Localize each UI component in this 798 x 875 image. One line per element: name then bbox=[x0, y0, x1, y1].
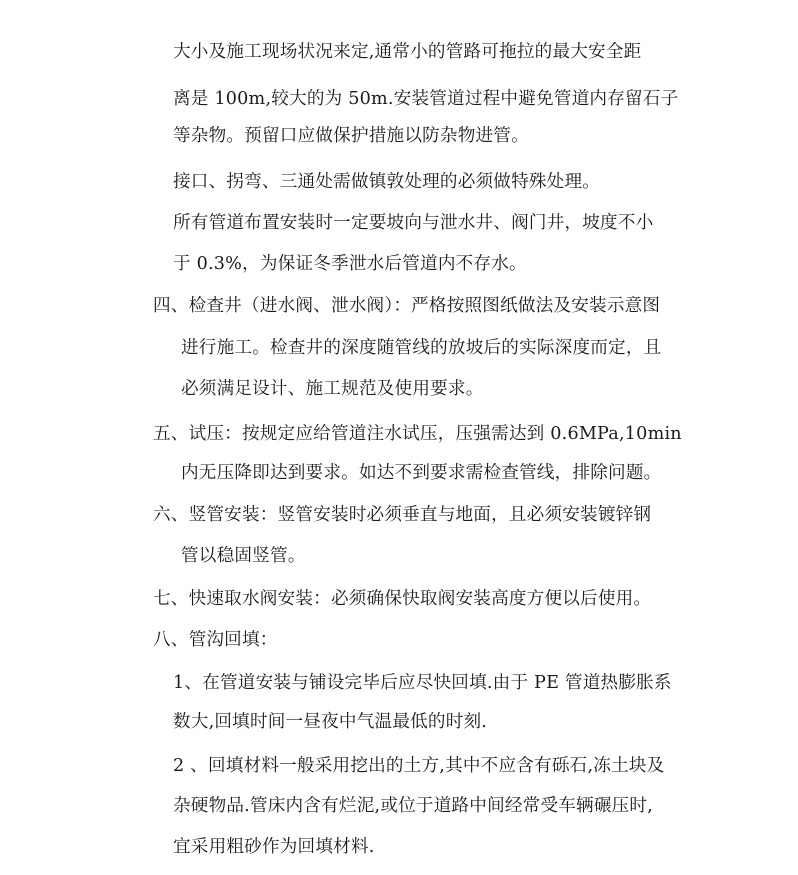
text-line: 1、在管道安装与铺设完毕后应尽快回填.由于 PE 管道热膨胀系 bbox=[173, 673, 672, 693]
text-line: 等杂物。预留口应做保护措施以防杂物进管。 bbox=[173, 126, 529, 146]
text-line: 于 0.3%，为保证冬季泄水后管道内不存水。 bbox=[173, 254, 527, 274]
text-line: 2 、回填材料一般采用挖出的土方,其中不应含有砾石,冻土块及 bbox=[173, 756, 665, 776]
text-line: 大小及施工现场状况来定,通常小的管路可拖拉的最大安全距 bbox=[173, 42, 642, 62]
text-line: 六、竖管安装：竖管安装时必须垂直与地面，且必须安装镀锌钢 bbox=[153, 505, 652, 525]
text-line: 数大,回填时间一昼夜中气温最低的时刻. bbox=[173, 712, 488, 732]
text-line: 接口、拐弯、三通处需做镇敦处理的必须做特殊处理。 bbox=[173, 172, 601, 192]
text-line: 内无压降即达到要求。如达不到要求需检查管线，排除问题。 bbox=[181, 463, 662, 483]
text-line: 八、管沟回填： bbox=[153, 630, 278, 650]
text-line: 所有管道布置安装时一定要坡向与泄水井、阀门井，坡度不小 bbox=[173, 213, 654, 233]
text-line: 四、检查井（进水阀、泄水阀）：严格按照图纸做法及安装示意图 bbox=[153, 296, 661, 316]
text-line: 宜采用粗砂作为回填材料. bbox=[173, 837, 375, 857]
text-line: 五、试压：按规定应给管道注水试压，压强需达到 0.6MPa,10min bbox=[153, 424, 682, 444]
text-line: 七、快速取水阀安装：必须确保快取阀安装高度方便以后使用。 bbox=[153, 589, 652, 609]
text-line: 管以稳固竖管。 bbox=[181, 546, 306, 566]
text-line: 进行施工。检查井的深度随管线的放坡后的实际深度而定，且 bbox=[181, 338, 662, 358]
text-line: 必须满足设计、施工规范及使用要求。 bbox=[181, 379, 484, 399]
text-line: 杂硬物品.管床内含有烂泥,或位于道路中间经常受车辆碾压时, bbox=[173, 796, 654, 816]
text-line: 离是 100m,较大的为 50m.安装管道过程中避免管道内存留石子 bbox=[173, 89, 679, 109]
